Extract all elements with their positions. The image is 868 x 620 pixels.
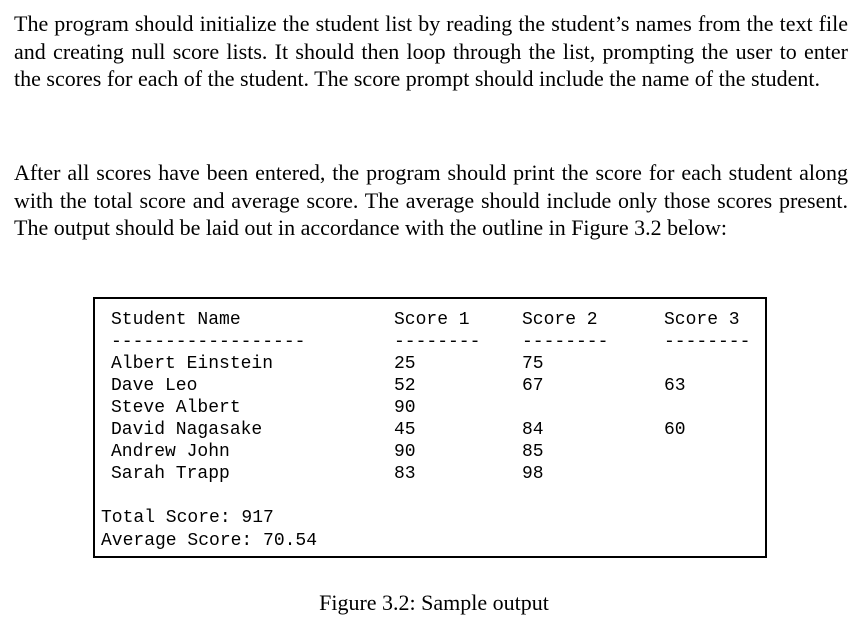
row-6-score-1: 83 xyxy=(394,464,416,484)
row-5-score-1: 90 xyxy=(394,442,416,462)
sample-output-box xyxy=(93,297,767,558)
dash-score-1: -------- xyxy=(394,332,481,352)
row-2-score-3: 63 xyxy=(664,376,686,396)
row-6-name: Sarah Trapp xyxy=(111,464,230,484)
row-4-score-2: 84 xyxy=(522,420,544,440)
total-score-line: Total Score: 917 xyxy=(101,508,274,528)
row-5-name: Andrew John xyxy=(111,442,230,462)
paragraph-intro: The program should initialize the student list by reading the student’s names from the text file and creating null score lists. It should then loop through the list, prompting the user to enter the scores for each of the student. The score prompt should include the name of the student. xyxy=(14,11,848,91)
average-score-line: Average Score: 70.54 xyxy=(101,531,318,551)
header-score-3: Score 3 xyxy=(664,310,740,330)
paragraph-output-spec: After all scores have been entered, the program should print the score for each student along with the total score and average score. The average should include only those scores present. The output should be laid out in accordance with the outline in Figure 3.2 below: xyxy=(14,160,848,240)
row-5-score-2: 85 xyxy=(522,442,544,462)
row-1-score-2: 75 xyxy=(522,354,544,374)
row-2-score-2: 67 xyxy=(522,376,544,396)
figure-caption: Figure 3.2: Sample output xyxy=(319,590,549,615)
dash-score-3: -------- xyxy=(664,332,751,352)
header-student-name: Student Name xyxy=(111,310,241,330)
row-2-name: Dave Leo xyxy=(111,376,198,396)
row-4-score-1: 45 xyxy=(394,420,416,440)
row-2-score-1: 52 xyxy=(394,376,416,396)
row-3-name: Steve Albert xyxy=(111,398,241,418)
row-1-score-1: 25 xyxy=(394,354,416,374)
row-6-score-2: 98 xyxy=(522,464,544,484)
dash-student-name: ------------------ xyxy=(111,332,306,352)
row-3-score-1: 90 xyxy=(394,398,416,418)
dash-score-2: -------- xyxy=(522,332,609,352)
header-score-1: Score 1 xyxy=(394,310,470,330)
header-score-2: Score 2 xyxy=(522,310,598,330)
row-1-name: Albert Einstein xyxy=(111,354,274,374)
row-4-name: David Nagasake xyxy=(111,420,263,440)
row-4-score-3: 60 xyxy=(664,420,686,440)
